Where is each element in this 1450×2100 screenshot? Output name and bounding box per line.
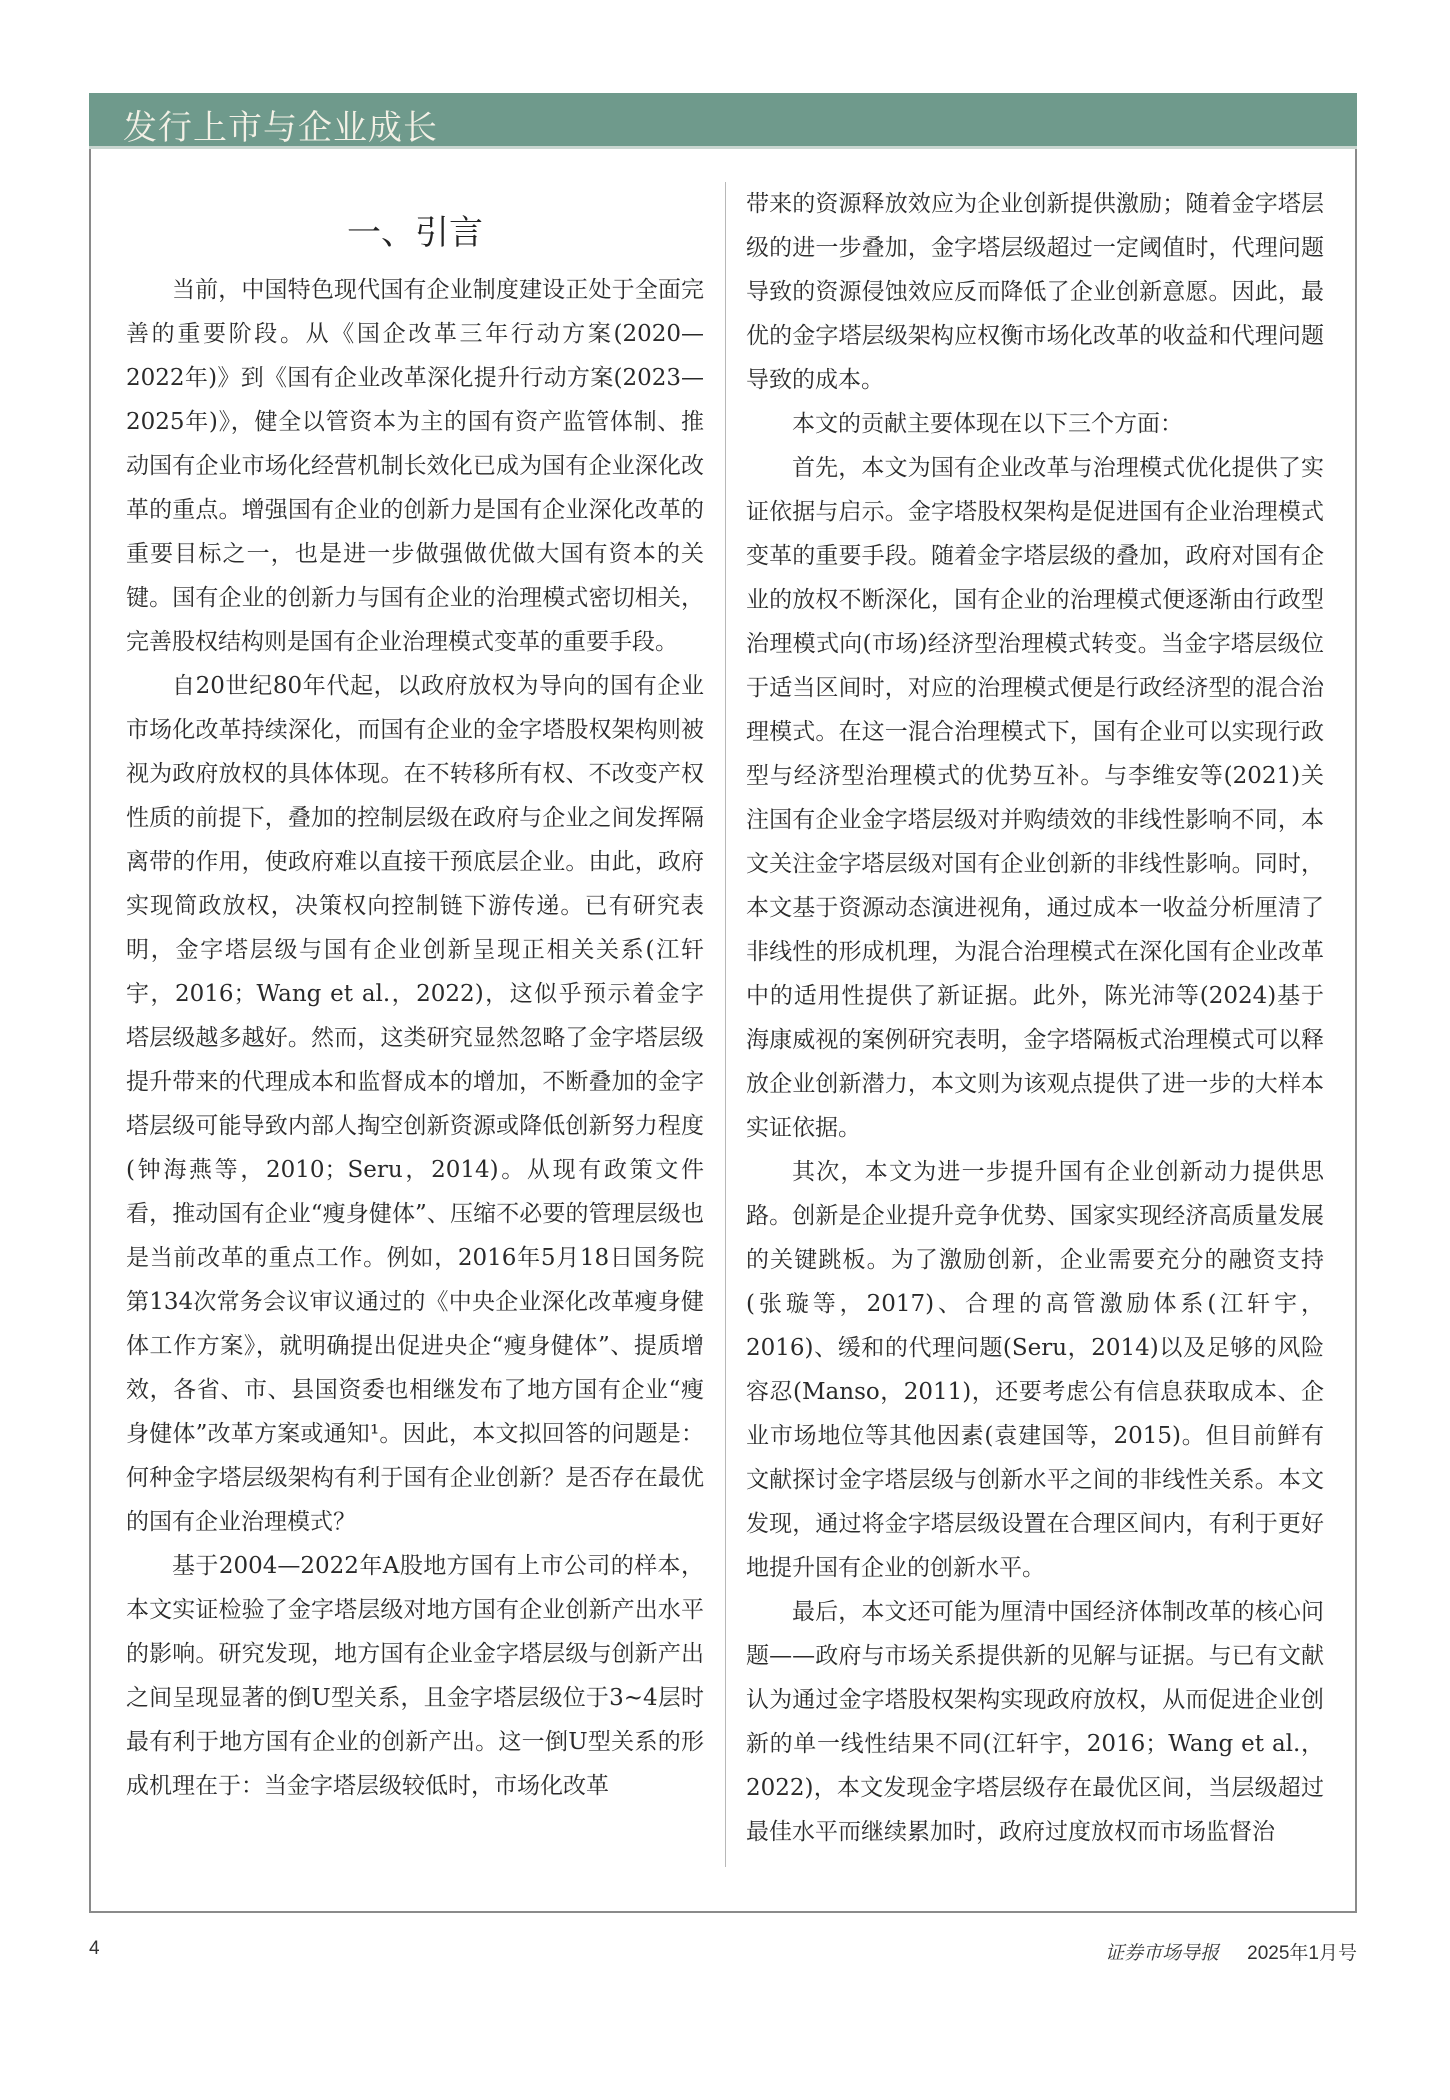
left-column — [126, 182, 704, 1808]
page-number: 4 — [89, 1938, 100, 1959]
paragraph: 自20世纪80年代起，以政府放权为导向的国有企业市场化改革持续深化，而国有企业的金字塔股权架构则被视为政府放权的具体体现。在不转移所有权、不改变产权性质的前提下，叠加的控制层级在政府与企业之间发挥隔离带的作用，使政府难以直接干预底层企业。由此，政府实现简政放权，决策权向控制链下游传递。已有研究表明，金字塔层级与国有企业创新呈现正相关关系(江轩宇，2016；Wang et al.，2022)，这似乎预示着金字塔层级越多越好。然而，这类研究显然忽略了金字塔层级提升带来的代理成本和监督成本的增加，不断叠加的金字塔层级可能导致内部人掏空创新资源或降低创新努力程度(钟海燕等，2010；Seru，2014)。从现有政策文件看，推动国有企业“瘦身健体”、压缩不必要的管理层级也是当前改革的重点工作。例如，2016年5月18日国务院第134次常务会议审议通过的《中央企业深化改革瘦身健体工作方案》，就明确提出促进央企“瘦身健体”、提质增效，各省、市、县国资委也相继发布了地方国有企业“瘦身健体”改革方案或通知¹。因此，本文拟回答的问题是：何种金字塔层级架构有利于国有企业创新？是否存在最优的国有企业治理模式？ — [126, 673, 704, 1535]
journal-name: 证券市场导报 — [1105, 1942, 1220, 1964]
column-divider — [725, 182, 726, 1867]
paragraph: 最后，本文还可能为厘清中国经济体制改革的核心问题——政府与市场关系提供新的见解与证据。与已有文献认为通过金字塔股权架构实现政府放权，从而促进企业创新的单一线性结果不同(江轩宇，2016；Wang et al.，2022)，本文发现金字塔层级存在最优区间，当层级超过最佳水平而继续累加时，政府过度放权而市场监督治 — [746, 1599, 1324, 1845]
paragraph: 基于2004—2022年A股地方国有上市公司的样本，本文实证检验了金字塔层级对地方国有企业创新产出水平的影响。研究发现，地方国有企业金字塔层级与创新产出之间呈现显著的倒U型关系，且金字塔层级位于3~4层时最有利于地方国有企业的创新产出。这一倒U型关系的形成机理在于：当金字塔层级较低时，市场化改革 — [126, 1553, 704, 1799]
paragraph-continuation: 带来的资源释放效应为企业创新提供激励；随着金字塔层级的进一步叠加，金字塔层级超过一定阈值时，代理问题导致的资源侵蚀效应反而降低了企业创新意愿。因此，最优的金字塔层级架构应权衡市场化改革的收益和代理问题导致的成本。 — [746, 191, 1324, 393]
right-column — [746, 182, 1324, 1854]
paragraph: 其次，本文为进一步提升国有企业创新动力提供思路。创新是企业提升竞争优势、国家实现经济高质量发展的关键跳板。为了激励创新，企业需要充分的融资支持(张璇等，2017)、合理的高管激励体系(江轩宇，2016)、缓和的代理问题(Seru，2014)以及足够的风险容忍(Manso，2011)，还要考虑公有信息获取成本、企业市场地位等其他因素(袁建国等，2015)。但目前鲜有文献探讨金字塔层级与创新水平之间的非线性关系。本文发现，通过将金字塔层级设置在合理区间内，有利于更好地提升国有企业的创新水平。 — [746, 1159, 1324, 1581]
section-header-band — [89, 93, 1357, 149]
issue-label: 2025年1月号 — [1247, 1943, 1357, 1964]
paragraph: 本文的贡献主要体现在以下三个方面： — [792, 411, 1183, 437]
section-heading: 一、引言 — [347, 213, 483, 253]
journal-footer — [1105, 1938, 1357, 1965]
paragraph: 当前，中国特色现代国有企业制度建设正处于全面完善的重要阶段。从《国企改革三年行动方案(2020—2022年)》到《国有企业改革深化提升行动方案(2023—2025年)》，健全以管资本为主的国有资产监管体制、推动国有企业市场化经营机制长效化已成为国有企业深化改革的重点。增强国有企业的创新力是国有企业深化改革的重要目标之一，也是进一步做强做优做大国有资本的关键。国有企业的创新力与国有企业的治理模式密切相关，完善股权结构则是国有企业治理模式变革的重要手段。 — [126, 277, 704, 655]
paragraph: 首先，本文为国有企业改革与治理模式优化提供了实证依据与启示。金字塔股权架构是促进国有企业治理模式变革的重要手段。随着金字塔层级的叠加，政府对国有企业的放权不断深化，国有企业的治理模式便逐渐由行政型治理模式向(市场)经济型治理模式转变。当金字塔层级位于适当区间时，对应的治理模式便是行政经济型的混合治理模式。在这一混合治理模式下，国有企业可以实现行政型与经济型治理模式的优势互补。与李维安等(2021)关注国有企业金字塔层级对并购绩效的非线性影响不同，本文关注金字塔层级对国有企业创新的非线性影响。同时，本文基于资源动态演进视角，通过成本一收益分析厘清了非线性的形成机理，为混合治理模式在深化国有企业改革中的适用性提供了新证据。此外，陈光沛等(2024)基于海康威视的案例研究表明，金字塔隔板式治理模式可以释放企业创新潜力，本文则为该观点提供了进一步的大样本实证依据。 — [746, 455, 1324, 1141]
section-title: 发行上市与企业成长 — [123, 108, 438, 148]
